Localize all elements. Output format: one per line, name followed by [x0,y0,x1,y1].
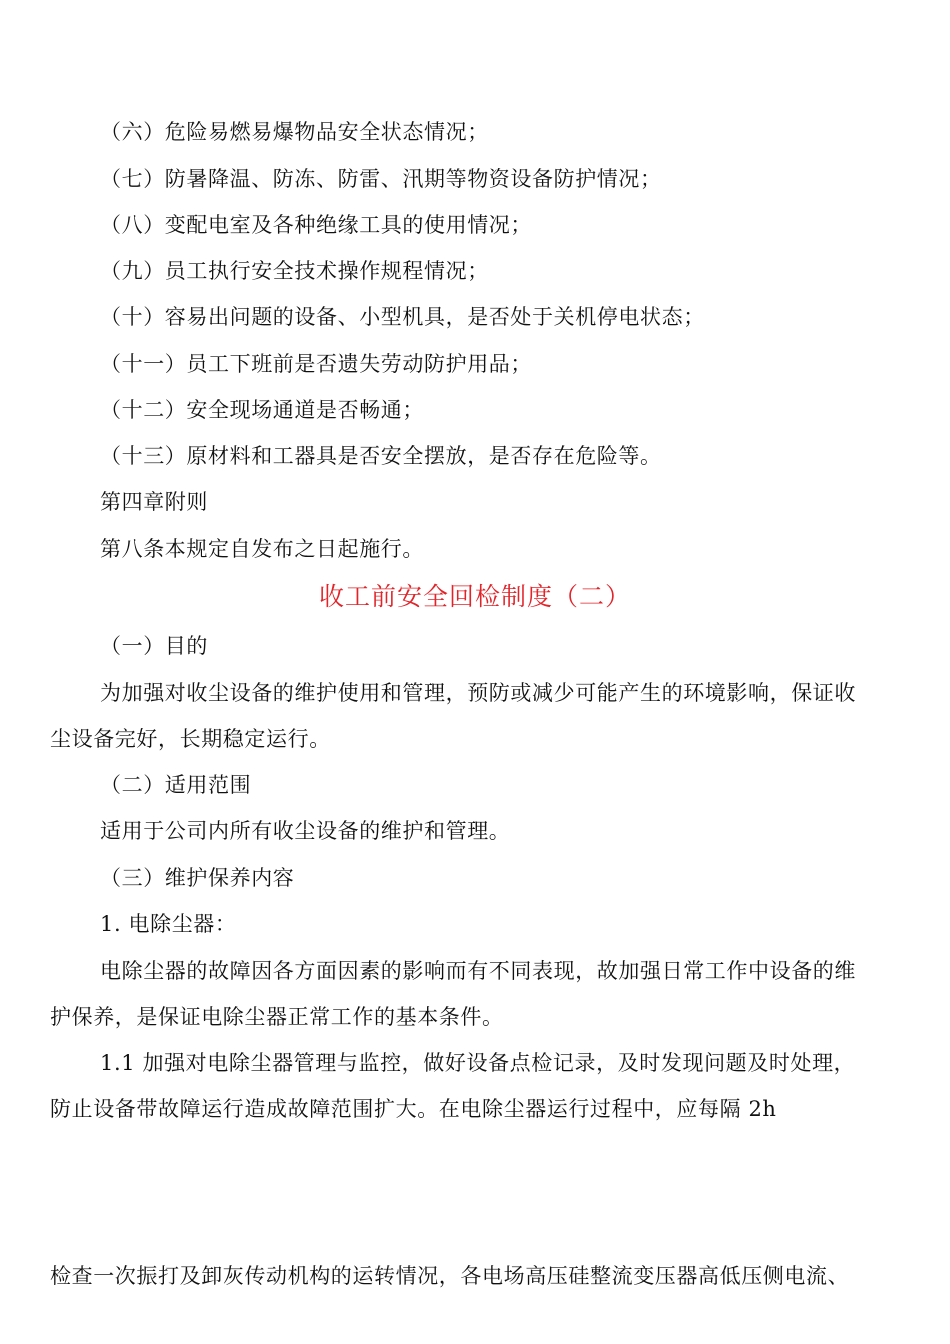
purpose-heading: （一）目的 [100,634,208,658]
list-item-13: （十三）原材料和工器具是否安全摆放，是否存在危险等。 [100,444,662,468]
item-1-text-line-1: 电除尘器的故障因各方面因素的影响而有不同表现，故加强日常工作中设备的维 [100,959,856,983]
purpose-text-line-1: 为加强对收尘设备的维护使用和管理，预防或减少可能产生的环境影响，保证收 [100,681,856,705]
scope-heading: （二）适用范围 [100,773,252,797]
item-1-heading: 1. 电除尘器： [100,912,237,936]
list-item-7: （七）防暑降温、防冻、防雷、汛期等物资设备防护情况； [100,167,662,191]
list-item-12: （十二）安全现场通道是否畅通； [100,398,424,422]
article-8: 第八条本规定自发布之日起施行。 [100,537,424,561]
section-title: 收工前安全回检制度（二） [318,582,631,611]
continuation-line: 检查一次振打及卸灰传动机构的运转情况，各电场高压硅整流变压器高低压侧电流、 [50,1264,850,1288]
purpose-text-line-2: 尘设备完好，长期稳定运行。 [50,727,331,751]
maintenance-heading: （三）维护保养内容 [100,866,295,890]
chapter-heading: 第四章附则 [100,490,208,514]
scope-text: 适用于公司内所有收尘设备的维护和管理。 [100,819,511,843]
list-item-9: （九）员工执行安全技术操作规程情况； [100,259,489,283]
item-1-1-line-2: 防止设备带故障运行造成故障范围扩大。在电除尘器运行过程中，应每隔 2h [50,1097,777,1121]
item-1-text-line-2: 护保养，是保证电除尘器正常工作的基本条件。 [50,1005,504,1029]
list-item-8: （八）变配电室及各种绝缘工具的使用情况； [100,213,532,237]
list-item-6: （六）危险易燃易爆物品安全状态情况； [100,120,489,144]
item-1-1-line-1: 1.1 加强对电除尘器管理与监控，做好设备点检记录，及时发现问题及时处理， [100,1051,856,1075]
list-item-11: （十一）员工下班前是否遗失劳动防护用品； [100,352,532,376]
list-item-10: （十）容易出问题的设备、小型机具，是否处于关机停电状态； [100,305,705,329]
